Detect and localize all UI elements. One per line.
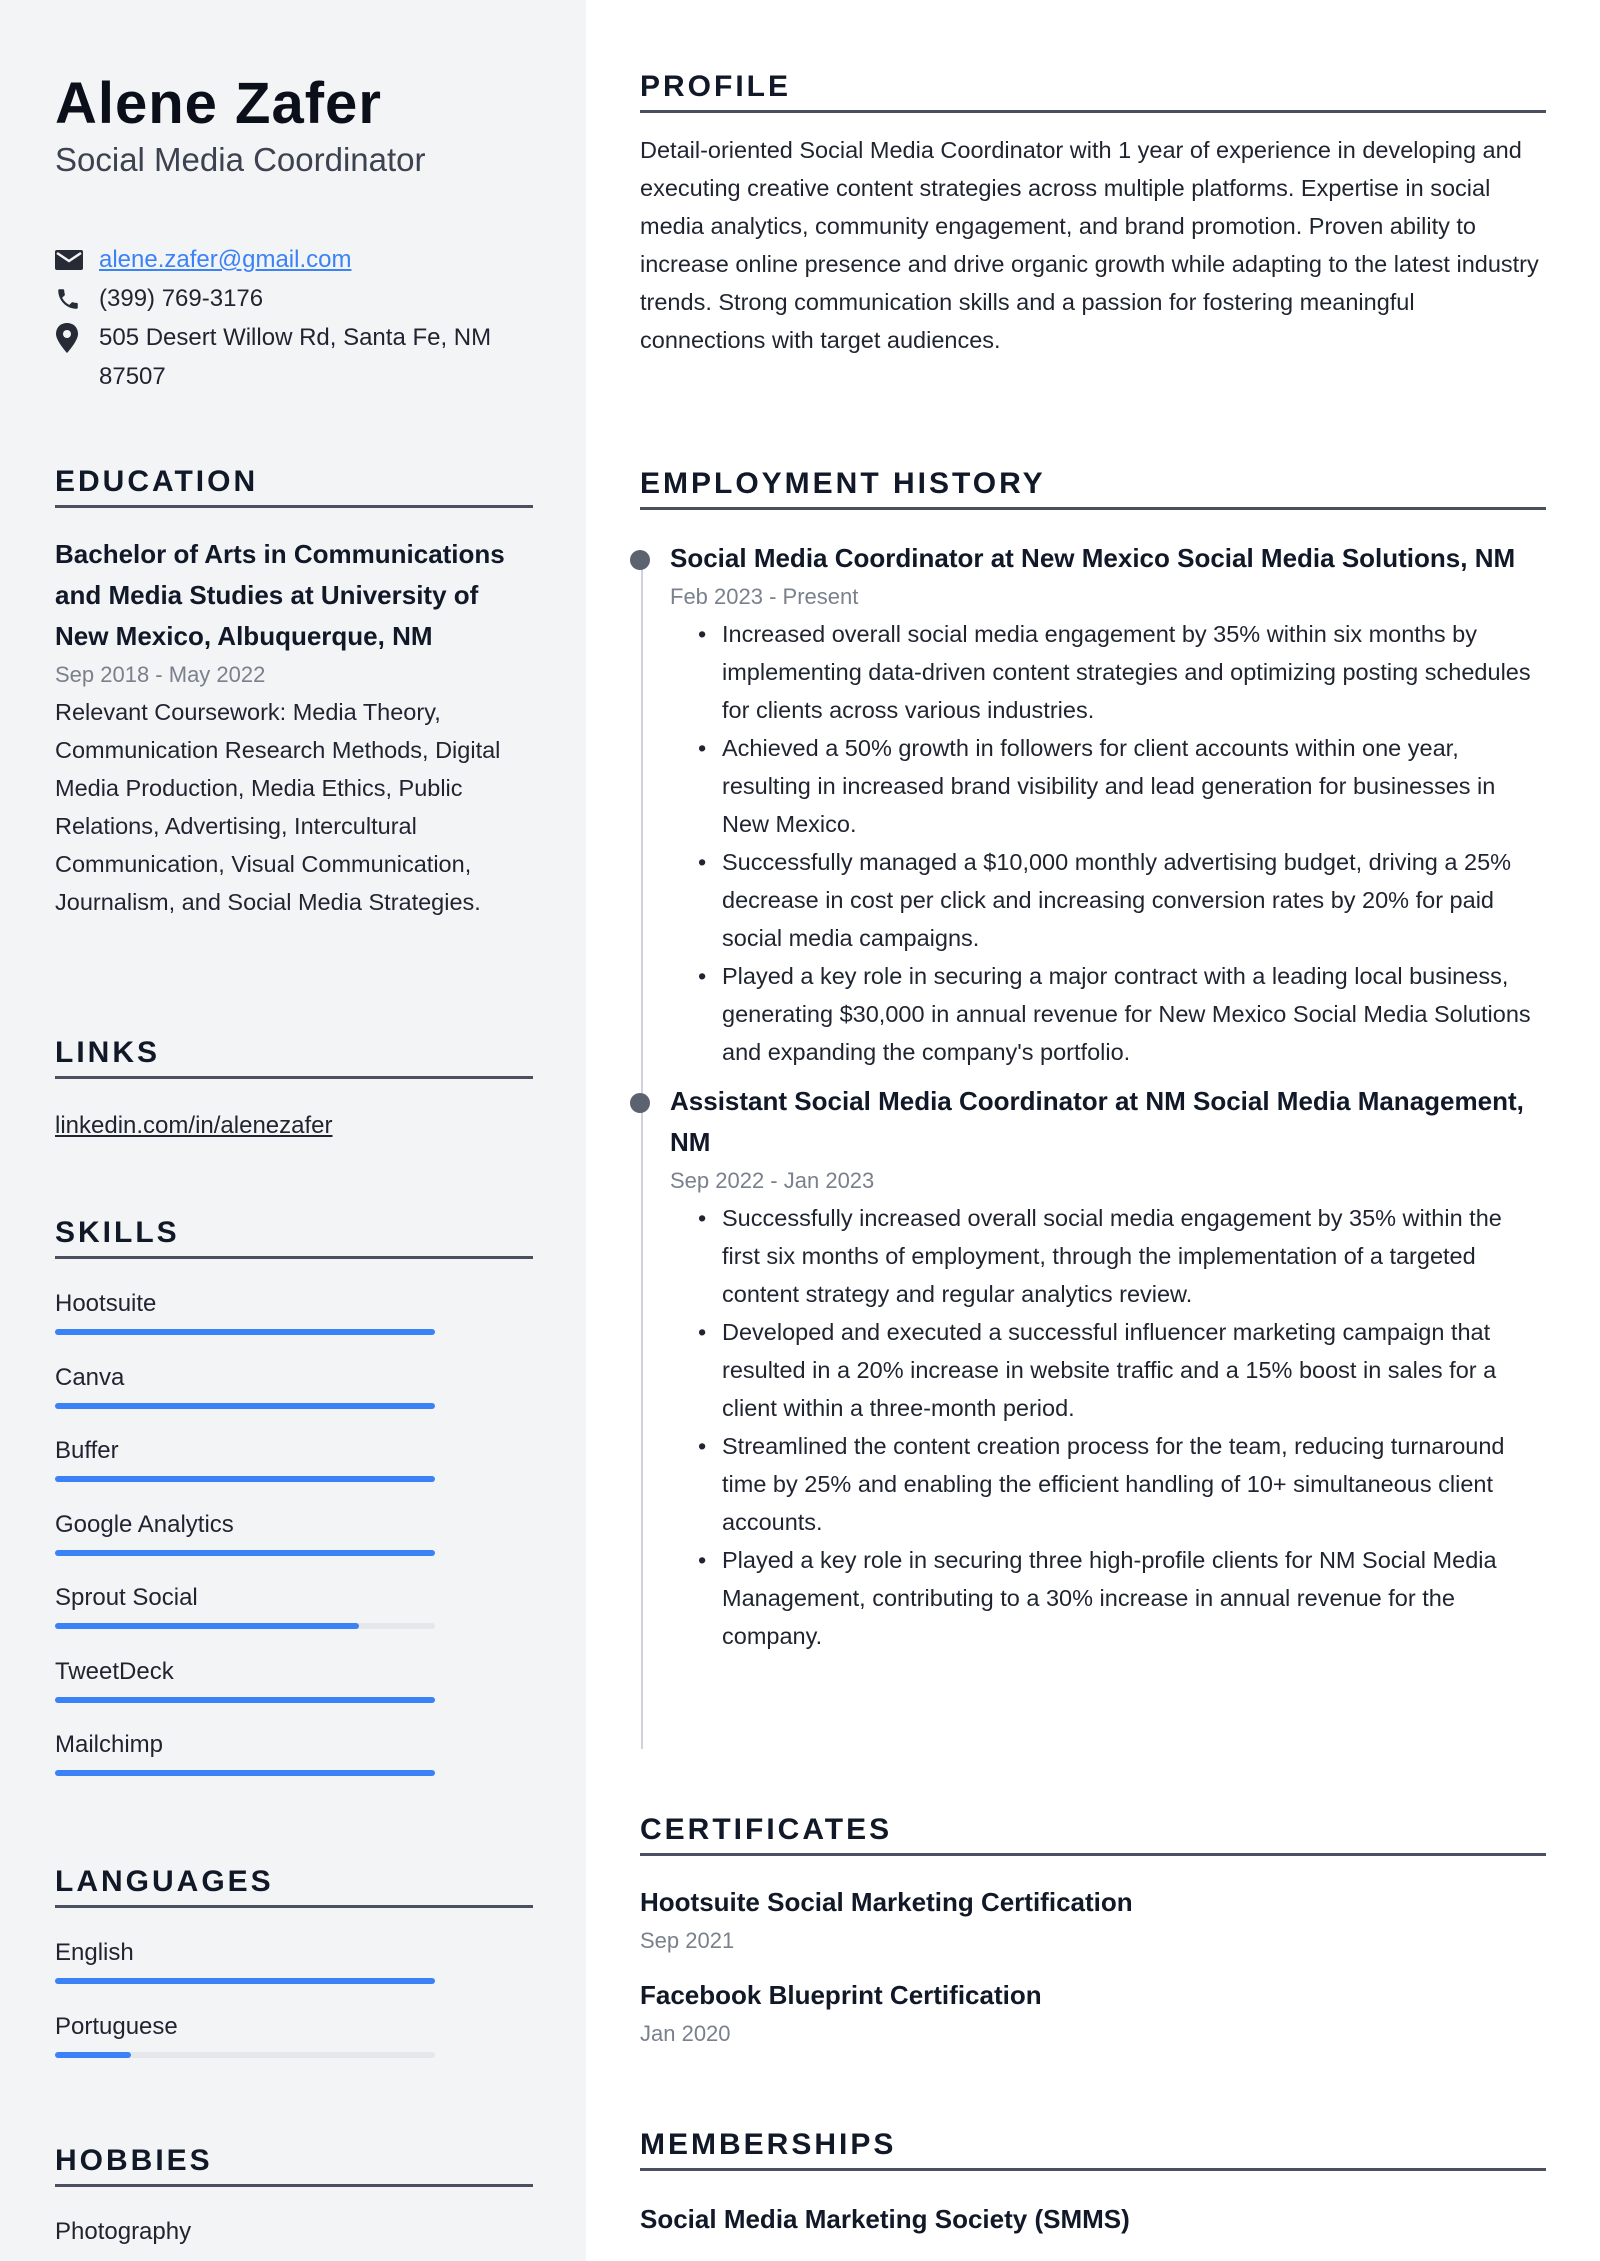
level-bar — [55, 1403, 435, 1409]
links-section — [55, 1036, 533, 1145]
certificate — [640, 1975, 1546, 2052]
level-bar — [55, 1770, 435, 1776]
memberships-section — [640, 2128, 1546, 2240]
contact — [55, 240, 533, 396]
languages-section — [55, 1865, 533, 2081]
timeline-dot — [630, 1093, 650, 1113]
languages-heading: LANGUAGES — [55, 1865, 533, 1908]
level-fill — [55, 1623, 359, 1629]
skills-item — [55, 1506, 533, 1580]
job-bullet: • Increased overall social media engagement by 35% within six months by implementing data-driven content strategies and optimizing posting schedules for clients across various industries. — [640, 615, 1546, 729]
certificate — [640, 1882, 1546, 1959]
level-bar — [55, 1550, 435, 1556]
address: 505 Desert Willow Rd, Santa Fe, NM 87507 — [99, 324, 492, 390]
links-heading: LINKS — [55, 1036, 533, 1079]
skills-name: TweetDeck — [55, 1657, 174, 1685]
job-bullet: • Successfully increased overall social media engagement by 35% within the first six months of employment, through the implementation of a targeted content strategy and regular analytics review. — [640, 1199, 1546, 1313]
memberships-heading: MEMBERSHIPS — [640, 2128, 1546, 2171]
profile-heading: PROFILE — [640, 70, 1546, 113]
level-bar — [55, 1476, 435, 1482]
job-title: Assistant Social Media Coordinator at NM Social Media Management, NM — [670, 1086, 1524, 1157]
level-fill — [55, 1403, 435, 1409]
job-bullet: • Developed and executed a successful influencer marketing campaign that resulted in a 20% increase in website traffic and a 15% boost in sales for a client within a three-month period. — [640, 1313, 1546, 1427]
job-title: Social Media Coordinator — [55, 141, 426, 178]
employment-heading: EMPLOYMENT HISTORY — [640, 467, 1546, 510]
phone: (399) 769-3176 — [99, 285, 264, 312]
education-section — [55, 465, 533, 921]
name: Alene Zafer — [55, 71, 382, 136]
level-bar — [55, 1697, 435, 1703]
skills-section — [55, 1216, 533, 1800]
skills-item — [55, 1726, 533, 1800]
level-bar — [55, 2052, 435, 2058]
level-fill — [55, 1550, 435, 1556]
timeline-dot — [630, 550, 650, 570]
skills-item — [55, 1579, 533, 1653]
job-dates: Feb 2023 - Present — [670, 584, 859, 609]
profile-text: Detail-oriented Social Media Coordinator with 1 year of experience in developing and executing creative content strategies across multiple platforms. Expertise in social media analytics, community engagement, and brand promotion. Proven ability to increase online presence and drive organic growth while adapting to the latest industry trends. Strong communication skills and a passion for fostering meaningful connections with target audiences. — [640, 137, 1539, 353]
header — [55, 70, 533, 179]
languages-name: English — [55, 1939, 134, 1966]
linkedin-link[interactable]: linkedin.com/in/alenezafer — [55, 1112, 333, 1139]
hobby: Photography — [55, 2218, 192, 2245]
languages-name: Portuguese — [55, 2012, 178, 2040]
level-fill — [55, 1697, 435, 1703]
education-details: Relevant Coursework: Media Theory, Communication Research Methods, Digital Media Production, Media Ethics, Public Relations, Advertising, Intercultural Communication, Visual Communication, Journalism, and Social Media Strategies. — [55, 699, 501, 915]
email-link[interactable]: alene.zafer@gmail.com — [99, 246, 352, 273]
certificate-name: Facebook Blueprint Certification — [640, 1980, 1042, 2010]
education-heading: EDUCATION — [55, 465, 533, 508]
education-dates: Sep 2018 - May 2022 — [55, 662, 266, 687]
skills-name: Google Analytics — [55, 1510, 234, 1538]
certificate-date: Sep 2021 — [640, 1928, 735, 1953]
level-fill — [55, 1476, 435, 1482]
job-bullet: • Played a key role in securing three high-profile clients for NM Social Media Management, contributing to a 30% increase in annual revenue for the company. — [640, 1541, 1546, 1655]
membership: Social Media Marketing Society (SMMS) — [640, 2204, 1130, 2234]
job-bullets — [640, 615, 1546, 1071]
job-bullet: • Played a key role in securing a major contract with a leading local business, generating $30,000 in annual revenue for New Mexico Social Media Solutions and expanding the company's portfolio. — [640, 957, 1546, 1071]
level-bar — [55, 1329, 435, 1335]
phone-icon — [55, 279, 99, 318]
languages-item — [55, 1934, 533, 2008]
level-fill — [55, 1770, 435, 1776]
skills-item — [55, 1653, 533, 1727]
profile-section — [640, 70, 1546, 359]
certificates-heading: CERTIFICATES — [640, 1813, 1546, 1856]
level-fill — [55, 1329, 435, 1335]
skills-name: Canva — [55, 1363, 125, 1391]
skills-item — [55, 1359, 533, 1433]
degree: Bachelor of Arts in Communications and Media Studies at University of New Mexico, Albuquerque, NM — [55, 539, 505, 651]
hobbies-heading: HOBBIES — [55, 2144, 533, 2187]
job-title: Social Media Coordinator at New Mexico Social Media Solutions, NM — [670, 543, 1516, 573]
languages-item — [55, 2008, 533, 2082]
employment-section — [640, 467, 1546, 1665]
skills-heading: SKILLS — [55, 1216, 533, 1259]
hobbies-section — [55, 2144, 533, 2251]
certificate-date: Jan 2020 — [640, 2021, 731, 2046]
job-entry — [640, 538, 1546, 1071]
level-fill — [55, 1978, 435, 1984]
job-bullet: • Streamlined the content creation process for the team, reducing turnaround time by 25% and enabling the efficient handling of 10+ simultaneous client accounts. — [640, 1427, 1546, 1541]
skills-name: Mailchimp — [55, 1731, 164, 1758]
skills-item — [55, 1432, 533, 1506]
envelope-icon — [55, 240, 99, 279]
skills-name: Hootsuite — [55, 1290, 157, 1317]
location-pin-icon — [55, 318, 99, 357]
certificates-section — [640, 1813, 1546, 2068]
certificate-name: Hootsuite Social Marketing Certification — [640, 1887, 1133, 1917]
level-bar — [55, 1978, 435, 1984]
job-bullet: • Achieved a 50% growth in followers for client accounts within one year, resulting in increased brand visibility and lead generation for businesses in New Mexico. — [640, 729, 1546, 843]
skills-name: Sprout Social — [55, 1584, 198, 1611]
level-fill — [55, 2052, 131, 2058]
job-bullets — [640, 1199, 1546, 1655]
job-entry — [640, 1081, 1546, 1655]
skills-item — [55, 1285, 533, 1359]
skills-name: Buffer — [55, 1437, 119, 1464]
level-bar — [55, 1623, 435, 1629]
job-bullet: • Successfully managed a $10,000 monthly advertising budget, driving a 25% decrease in cost per click and increasing conversion rates by 20% for paid social media campaigns. — [640, 843, 1546, 957]
job-dates: Sep 2022 - Jan 2023 — [670, 1168, 875, 1193]
